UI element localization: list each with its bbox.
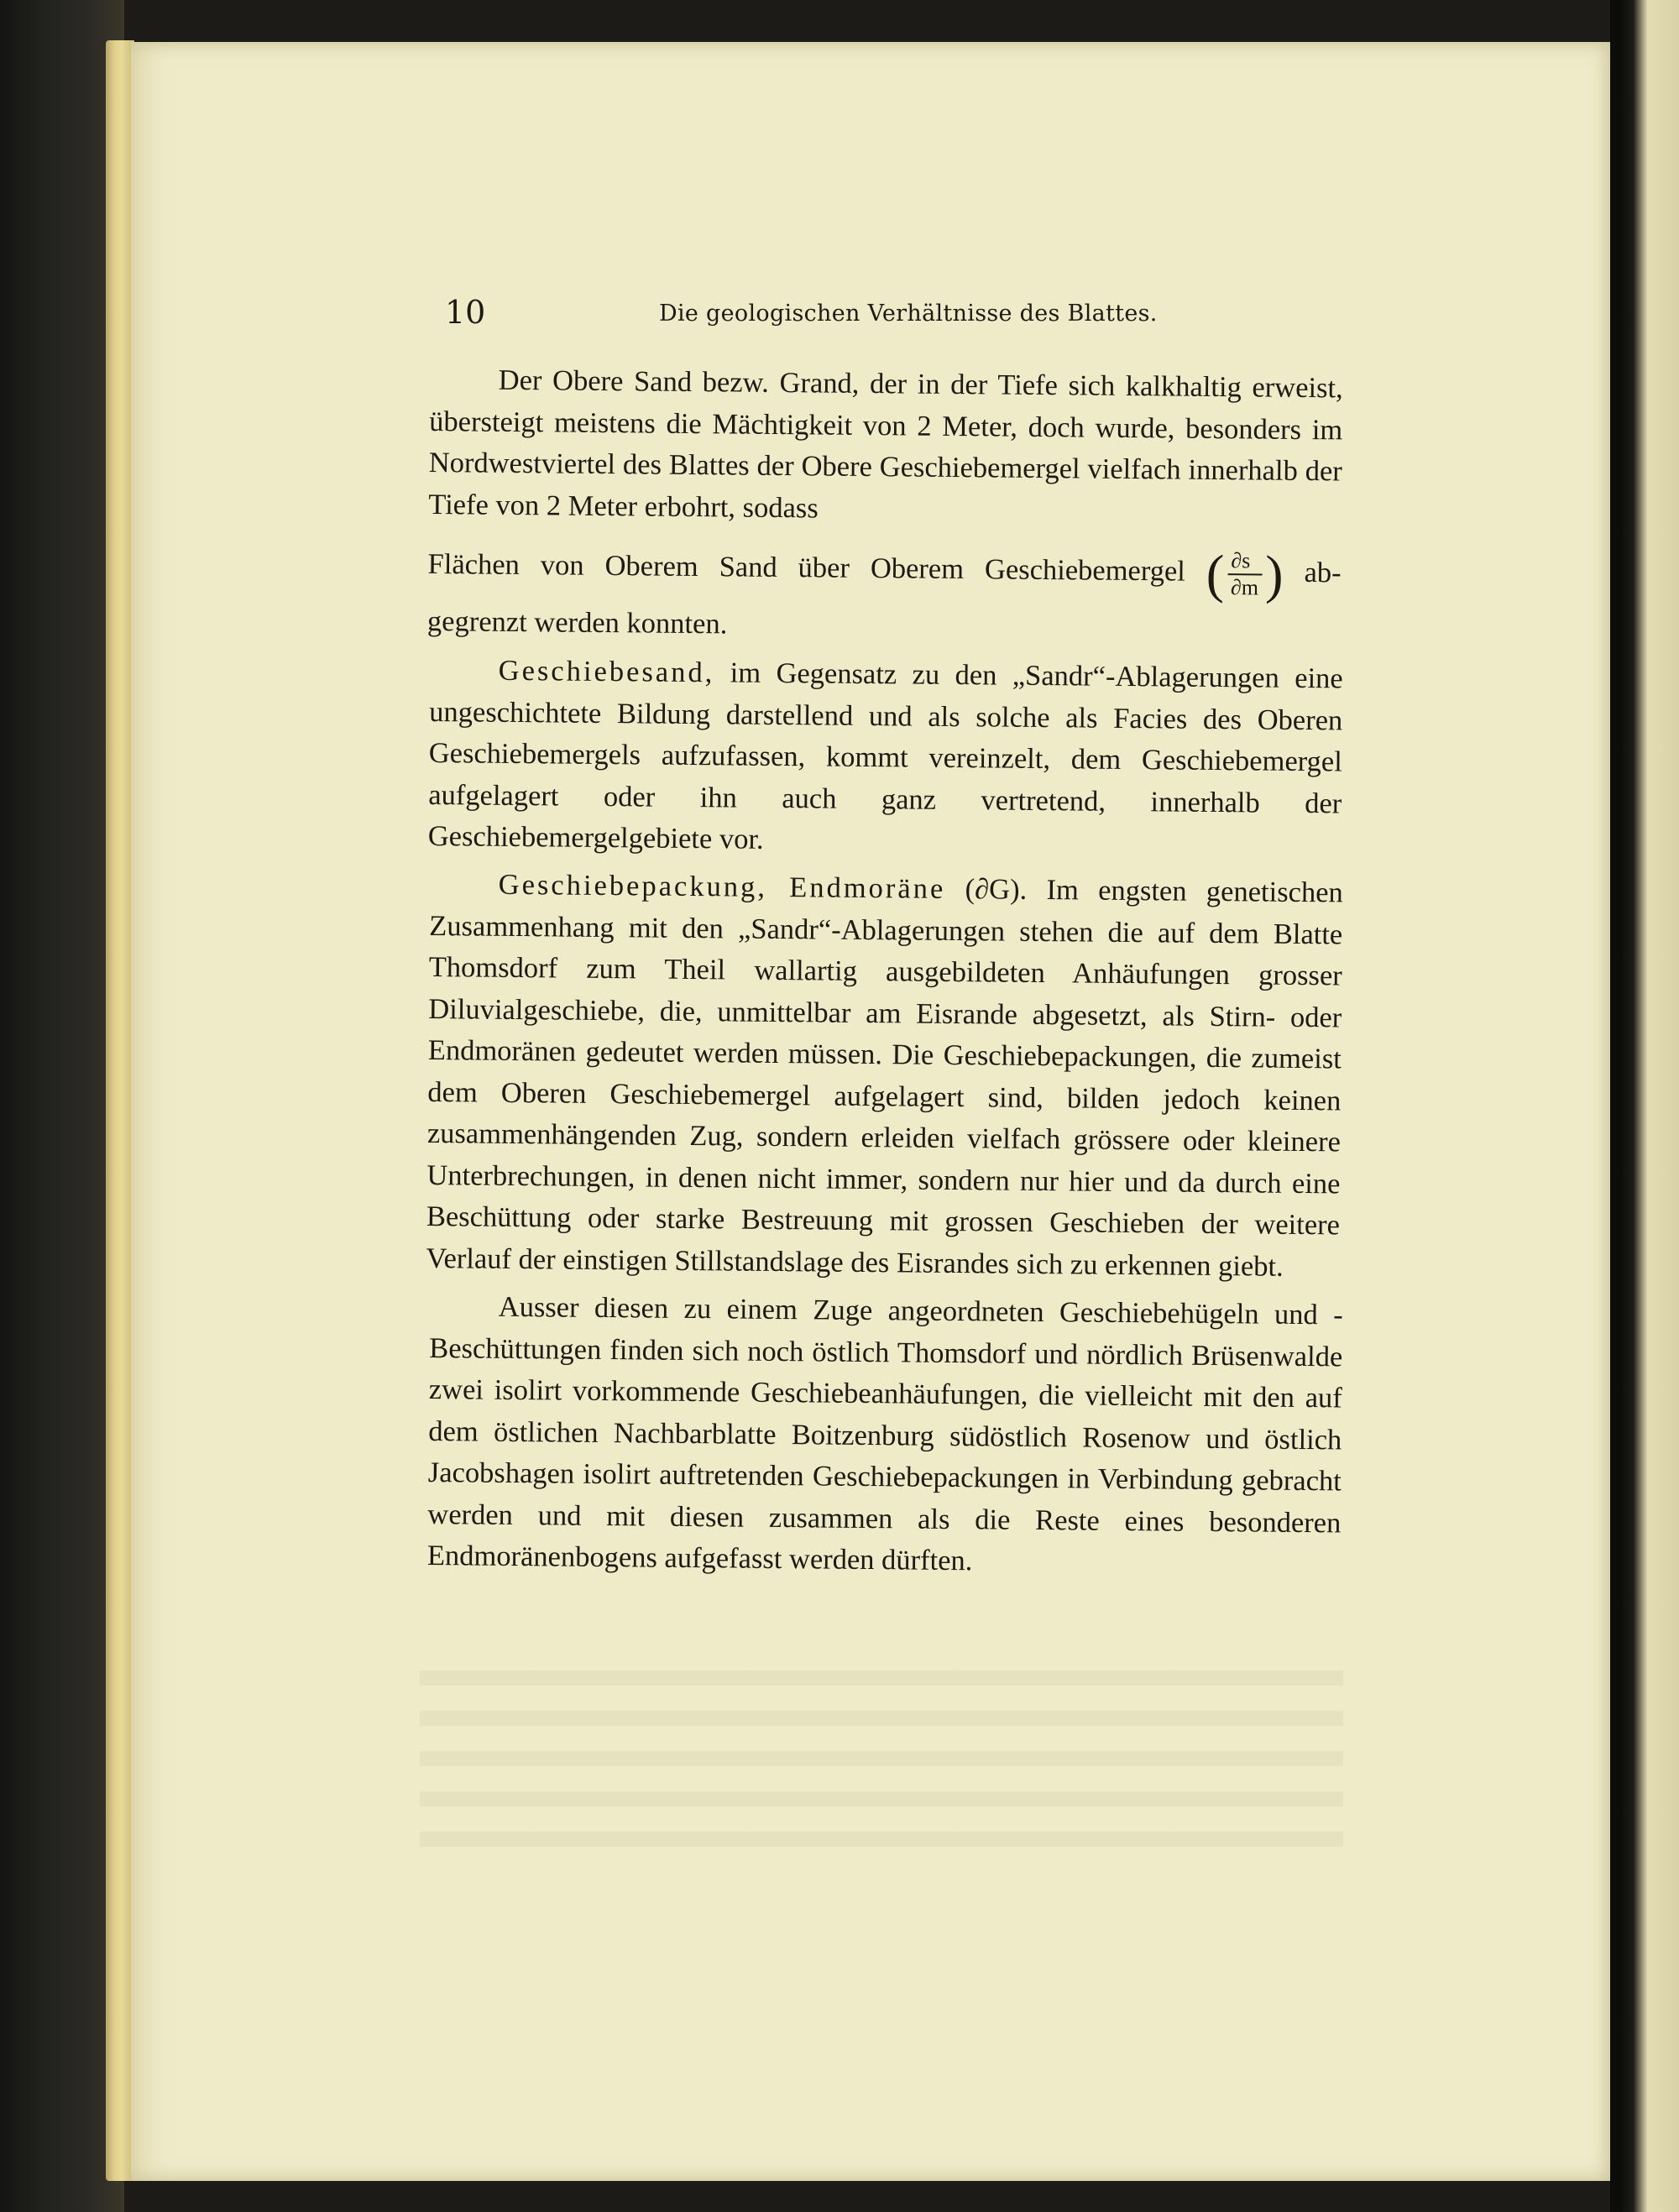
page-edges: [106, 40, 134, 2181]
paragraph-geschiebesand: [428, 650, 1343, 866]
paragraph-text: Flächen von Oberem Sand über Oberem Geschiebemergel: [427, 547, 1186, 588]
page-body: [426, 359, 1343, 1584]
paragraph-text: gegrenzt werden konnten.: [426, 604, 728, 641]
symbol-line: [427, 541, 1342, 604]
page-number: 10: [445, 294, 486, 331]
map-symbol: (∂G).: [965, 873, 1028, 906]
left-paren: (: [1206, 543, 1225, 604]
paragraph-text: Im engsten genetischen Zusammenhang mit den „Sandr“-Ablagerungen stehen die auf dem Blatte Thomsdorf zum Theil wallartig ausgebildeten Anhäufungen grosser Diluvialgeschiebe, die, unmittelbar am Eisrande abgesetzt, als Stirn- oder Endmoränen gedeutet werden müssen. Die Geschiebepackungen, die zumeist dem Oberen Geschiebemergel aufgelagert sind, bilden jedoch keinen zusammenhängenden Zug, sondern erleiden vielfach grössere oder kleinere Unterbrechungen, in denen nicht immer, sondern nur hier und da durch eine Beschüttung oder starke Bestreuung mit grossen Geschieben der weitere Verlauf der einstigen Stillstandslage des Eisrandes sich zu erkennen giebt.: [426, 874, 1343, 1283]
paragraph-text: Der Obere Sand bezw. Grand, der in der Tiefe sich kalkhaltig erweist, übersteigt meistens die Mächtigkeit von 2 Meter, doch wurde, besonders im Nordwestviertel des Blattes der Obere Geschiebemergel vielfach innerhalb der Tiefe von 2 Meter erbohrt, sodass: [428, 363, 1343, 524]
spaced-term: Geschiebesand,: [498, 654, 715, 688]
paragraph-obere-sand: [427, 359, 1343, 651]
show-through-text: [420, 1671, 1343, 1864]
running-title: Die geologischen Verhältnisse des Blattes.: [659, 301, 1158, 327]
fraction-numerator: ∂s: [1227, 548, 1262, 575]
paragraph-ausser-diesen: [427, 1286, 1343, 1586]
map-symbol-fraction: [1227, 548, 1263, 600]
paragraph-text: Ausser diesen zu einem Zuge angeordneten Geschiebehügeln und -Beschüttungen finden sich noch östlich Thomsdorf und nördlich Brüsenwalde zwei isolirt vorkommende Geschiebeanhäufungen, die vielleicht mit den auf dem östlichen Nachbarblatte Boitzenburg südöstlich Rosenow und östlich Jacobshagen isolirt auftretenden Geschiebepackungen in Verbindung gebracht werden und mit diesen zusammen als die Reste eines besonderen Endmoränenbogens aufgefasst werden dürften.: [426, 1290, 1343, 1577]
paragraph-text: ab-: [1304, 556, 1342, 589]
paragraph-text: im Gegensatz zu den „Sandr“-Ablagerungen eine ungeschichtete Bildung darstellend und als solche als Facies des Oberen Geschiebemergels aufzufassen, kommt vereinzelt, dem Geschiebemergel aufgelagert oder ihn auch ganz vertretend, innerhalb der Geschiebemergelgebiete vor.: [427, 656, 1343, 855]
paragraph-geschiebepackung: [426, 864, 1343, 1288]
next-page-edge: [1622, 0, 1679, 2212]
fraction-denominator: ∂m: [1230, 575, 1259, 600]
spaced-term: Geschiebepackung, Endmoräne: [498, 868, 946, 905]
page-header: [445, 294, 1167, 334]
right-paren: ): [1264, 544, 1284, 604]
